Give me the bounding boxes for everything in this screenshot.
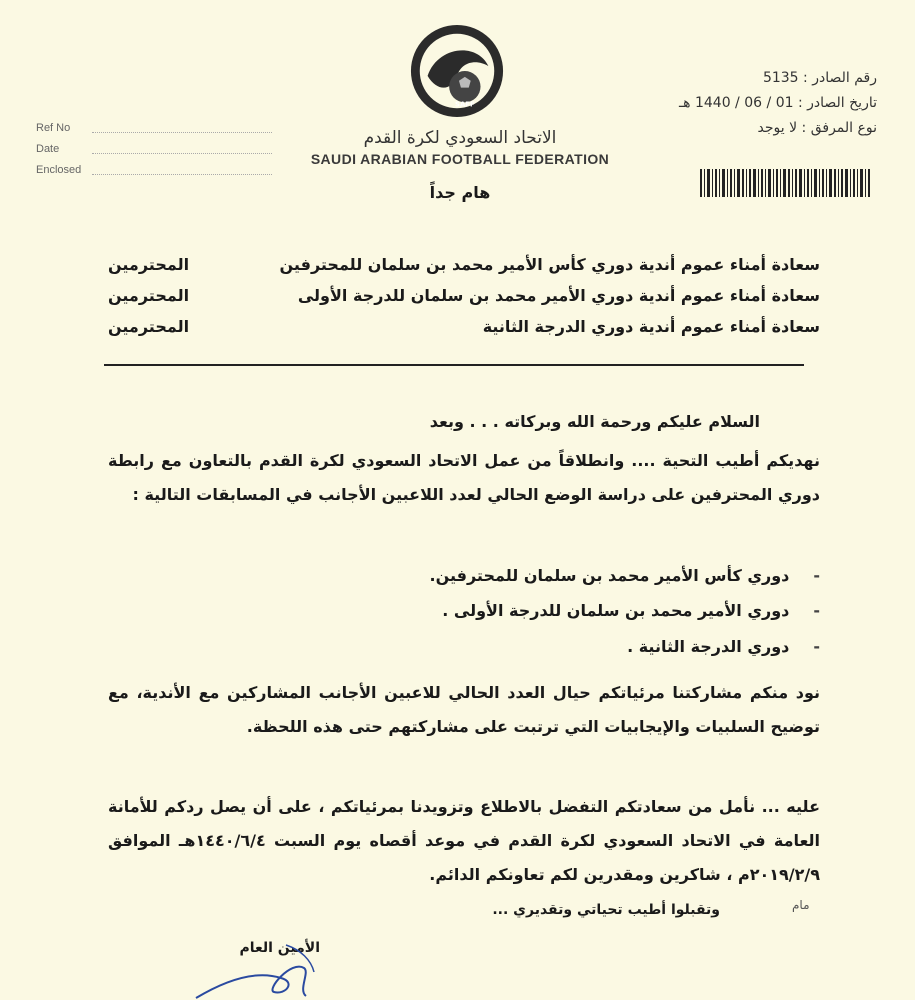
- closing-line: وتقبلوا أطيب تحياتي وتقديري ...: [492, 902, 720, 918]
- issue-info: [617, 66, 877, 141]
- urgent-heading: هام جداً: [429, 183, 491, 202]
- issue-number: رقم الصادر : 5135: [762, 70, 877, 86]
- ref-label: Ref No: [36, 122, 71, 134]
- initials: مام: [792, 898, 810, 912]
- addressee-honorific: المحترمين: [108, 255, 190, 274]
- body-paragraph-3: عليه ... نأمل من سعادتكم التفضل بالاطلاع وتزويدنا بمرئياتكم ، على أن يصل ردكم للأمانة العامة في الاتحاد السعودي لكرة القدم في موعد أقصاه يوم السبت ١٤٤٠/٦/٤هـ الموافق ٢٠١٩/٢/٩م ، شاكرين ومقدرين لكم تعاونكم الدائم.: [108, 797, 821, 884]
- addressee-line: [108, 255, 820, 274]
- body-paragraph-1: نهديكم أطيب التحية .... وانطلاقاً من عمل الاتحاد السعودي لكرة القدم بالتعاون مع رابطة دوري المحترفين على دراسة الوضع الحالي لعدد اللاعبين الأجانب في المسابقات التالية :: [108, 451, 820, 504]
- federation-logo-icon: [408, 22, 506, 120]
- addressee-text: سعادة أمناء عموم أندية دوري الدرجة الثانية: [482, 317, 820, 336]
- addressee-text: سعادة أمناء عموم أندية دوري الأمير محمد بن سلمان للدرجة الأولى: [297, 286, 820, 305]
- attachment-type: نوع المرفق : لا يوجد: [757, 120, 877, 136]
- federation-name-arabic: الاتحاد السعودي لكرة القدم: [363, 128, 557, 148]
- divider: [104, 364, 804, 366]
- addressee-line: [108, 317, 820, 336]
- signature-icon: [186, 940, 326, 1000]
- logo-text: SAFF: [455, 100, 475, 109]
- greeting: السلام عليكم ورحمة الله وبركاته . . . وبعد: [429, 412, 760, 431]
- date-label: Date: [36, 143, 60, 155]
- addressee-honorific: المحترمين: [108, 286, 190, 305]
- list-item: -دوري كأس الأمير محمد بن سلمان للمحترفين.: [429, 566, 820, 585]
- list-item: -دوري الأمير محمد بن سلمان للدرجة الأولى .: [442, 601, 820, 620]
- addressee-text: سعادة أمناء عموم أندية دوري كأس الأمير محمد بن سلمان للمحترفين: [279, 255, 820, 274]
- signatory-title: الأمين العام: [239, 940, 320, 956]
- enclosed-label: Enclosed: [36, 164, 82, 176]
- body-paragraph-2: نود منكم مشاركتنا مرئياتكم حيال العدد الحالي للاعبين الأجانب المشاركين مع الأندية، مع توضيح السلبيات والإيجابيات التي ترتبت على مشاركتهم حتى هذه اللحظة.: [108, 683, 820, 736]
- issue-date: تاريخ الصادر : 01 / 06 / 1440 هـ: [679, 95, 877, 111]
- addressee-honorific: المحترمين: [108, 317, 190, 336]
- addressee-line: [108, 286, 820, 305]
- barcode-icon: [700, 169, 872, 197]
- federation-name-english: SAUDI ARABIAN FOOTBALL FEDERATION: [310, 151, 610, 167]
- list-item: -دوري الدرجة الثانية .: [627, 637, 820, 656]
- reference-fields: [36, 118, 272, 181]
